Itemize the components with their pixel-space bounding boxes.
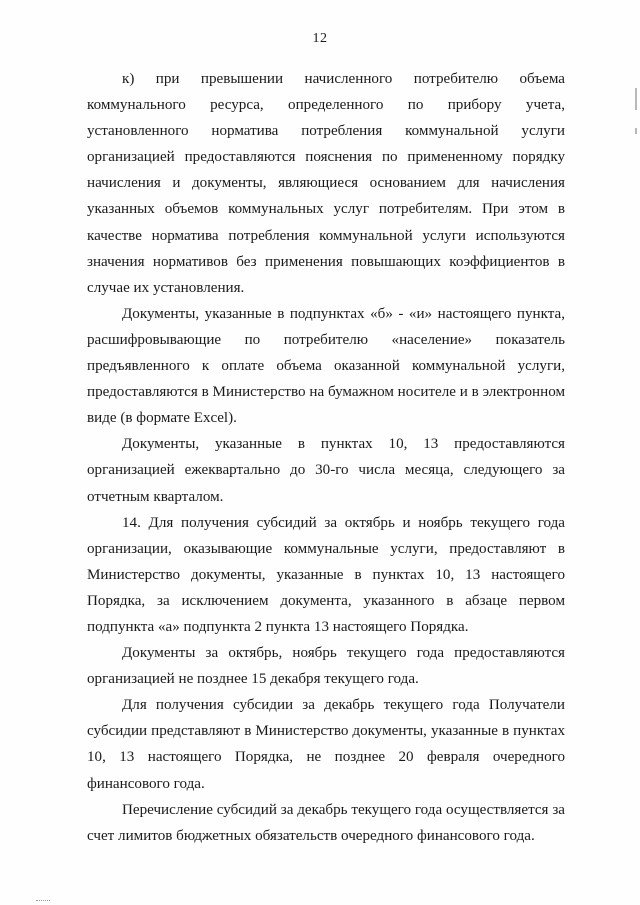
paragraph-october-november-deadline: Документы за октябрь, ноябрь текущего года предоставляются организацией не позднее 15 декабря текущего года.	[87, 645, 565, 688]
scan-edge-mark	[635, 88, 637, 110]
paragraph-december-subsidy: Для получения субсидии за декабрь текущего года Получатели субсидии представляют в Министерство документы, указанные в пунктах 10, 13 настоящего Порядка, не позднее 20 февраля очередного финансового года.	[87, 697, 565, 792]
page-number: 12	[312, 31, 328, 46]
paragraph-december-transfer: Перечисление субсидий за декабрь текущего года осуществляется за счет лимитов бюджетных обязательств очередного финансового года.	[87, 801, 565, 844]
scan-edge-mark	[635, 128, 637, 134]
scan-dots	[36, 900, 50, 903]
paragraph-quarterly-documents: Документы, указанные в пунктах 10, 13 предоставляются организацией ежеквартально до 30-го числа месяца, следующего за отчетным кварталом.	[87, 436, 565, 505]
document-body	[87, 66, 565, 849]
paragraph-item-14: 14. Для получения субсидий за октябрь и ноябрь текущего года организации, оказывающие коммунальные услуги, предоставляют в Министерство документы, указанные в пунктах 10, 13 настоящего Порядка, за исключением документа, указанного в абзаце первом подпункта «а» подпункта 2 пункта 13 настоящего Порядка.	[87, 514, 565, 635]
paragraph-k-clause: к) при превышении начисленного потребителю объема коммунального ресурса, определенного по прибору учета, установленного норматива потребления коммунальной услуги организацией предоставляются пояснения по примененному порядку начисления и документы, являющиеся основанием для начисления указанных объемов коммунальных услуг потребителям. При этом в качестве норматива потребления коммунальной услуги используются значения нормативов без применения повышающих коэффициентов в случае их установления.	[87, 71, 565, 296]
paragraph-documents-subpoints: Документы, указанные в подпунктах «б» - «и» настоящего пункта, расшифровывающие по потребителю «население» показатель предъявленного к оплате объема оказанной коммунальной услуги, предоставляются в Министерство на бумажном носителе и в электронном виде (в формате Excel).	[87, 305, 565, 427]
